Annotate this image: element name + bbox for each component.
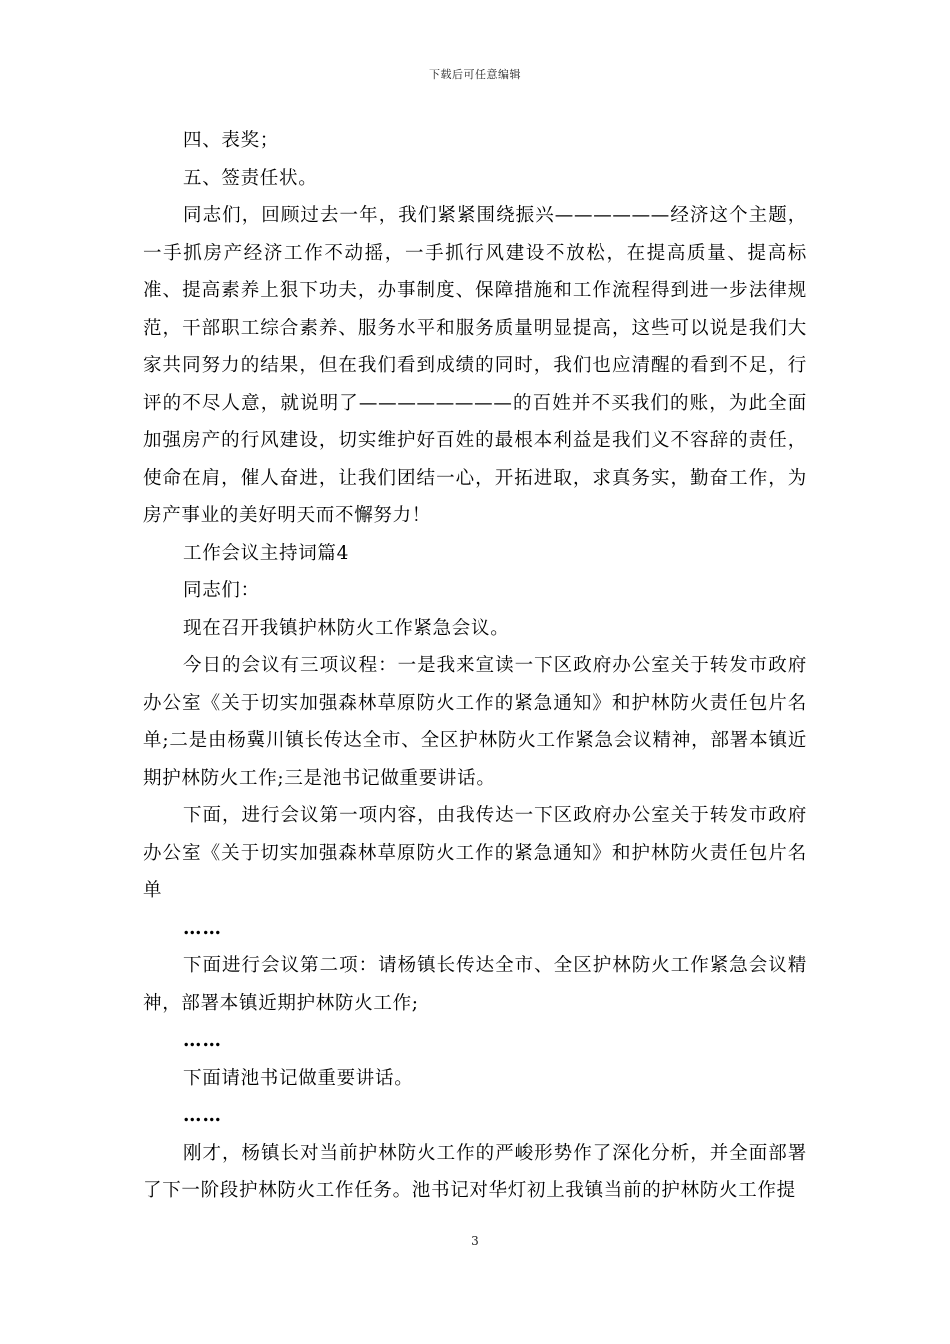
paragraph-salutation: 同志们： [183, 580, 260, 601]
section-heading: 工作会议主持词篇4 [183, 542, 350, 564]
paragraph-conclusion: 刚才，杨镇长对当前护林防火工作的严峻形势作了深化分析，并全面部署了下一阶段护林防火工作任务。池书记对华灯初上我镇当前的护林防火工作提 [143, 1142, 807, 1201]
paragraph-item-two: 下面进行会议第二项：请杨镇长传达全市、全区护林防火工作紧急会议精神，部署本镇近期护林防火工作; [143, 955, 807, 1014]
ellipsis-3: …… [183, 1105, 222, 1126]
ellipsis-1: …… [183, 917, 222, 939]
paragraph-opening: 现在召开我镇护林防火工作紧急会议。 [183, 617, 510, 639]
paragraph-item-one: 下面，进行会议第一项内容，由我传达一下区政府办公室关于转发市政府办公室《关于切实加强森林草原防火工作的紧急通知》和护林防火责任包片名单 [143, 805, 807, 901]
paragraph-item-three: 下面请池书记做重要讲话。 [183, 1067, 414, 1089]
page-header: 下载后可任意编辑 [429, 68, 521, 81]
paragraph-list-item-4: 四、表奖； [183, 130, 280, 151]
paragraph-agenda: 今日的会议有三项议程：一是我来宣读一下区政府办公室关于转发市政府办公室《关于切实加强森林草原防火工作的紧急通知》和护林防火责任包片名单;二是由杨冀川镇长传达全市、全区护林防火工作紧急会议精神，部署本镇近期护林防火工作;三是池书记做重要讲话。 [143, 655, 807, 789]
paragraph-summary: 同志们，回顾过去一年，我们紧紧围绕振兴——————经济这个主题，一手抓房产经济工作不动摇，一手抓行风建设不放松，在提高质量、提高标准、提高素养上狠下功夫，办事制度、保障措施和工作流程得到进一步法律规范，干部职工综合素养、服务水平和服务质量明显提高，这些可以说是我们大家共同努力的结果，但在我们看到成绩的同时，我们也应清醒的看到不足，行评的不尽人意，就说明了————————的百姓并不买我们的账，为此全面加强房产的行风建设，切实维护好百姓的最根本利益是我们义不容辞的责任，使命在肩，催人奋进，让我们团结一心，开拓进取，求真务实，勤奋工作，为房产事业的美好明天而不懈努力！ [143, 205, 807, 526]
page-number: 3 [471, 1234, 479, 1248]
paragraph-list-item-5: 五、签责任状。 [183, 167, 318, 189]
ellipsis-2: …… [183, 1030, 222, 1051]
document-body [143, 122, 807, 1210]
